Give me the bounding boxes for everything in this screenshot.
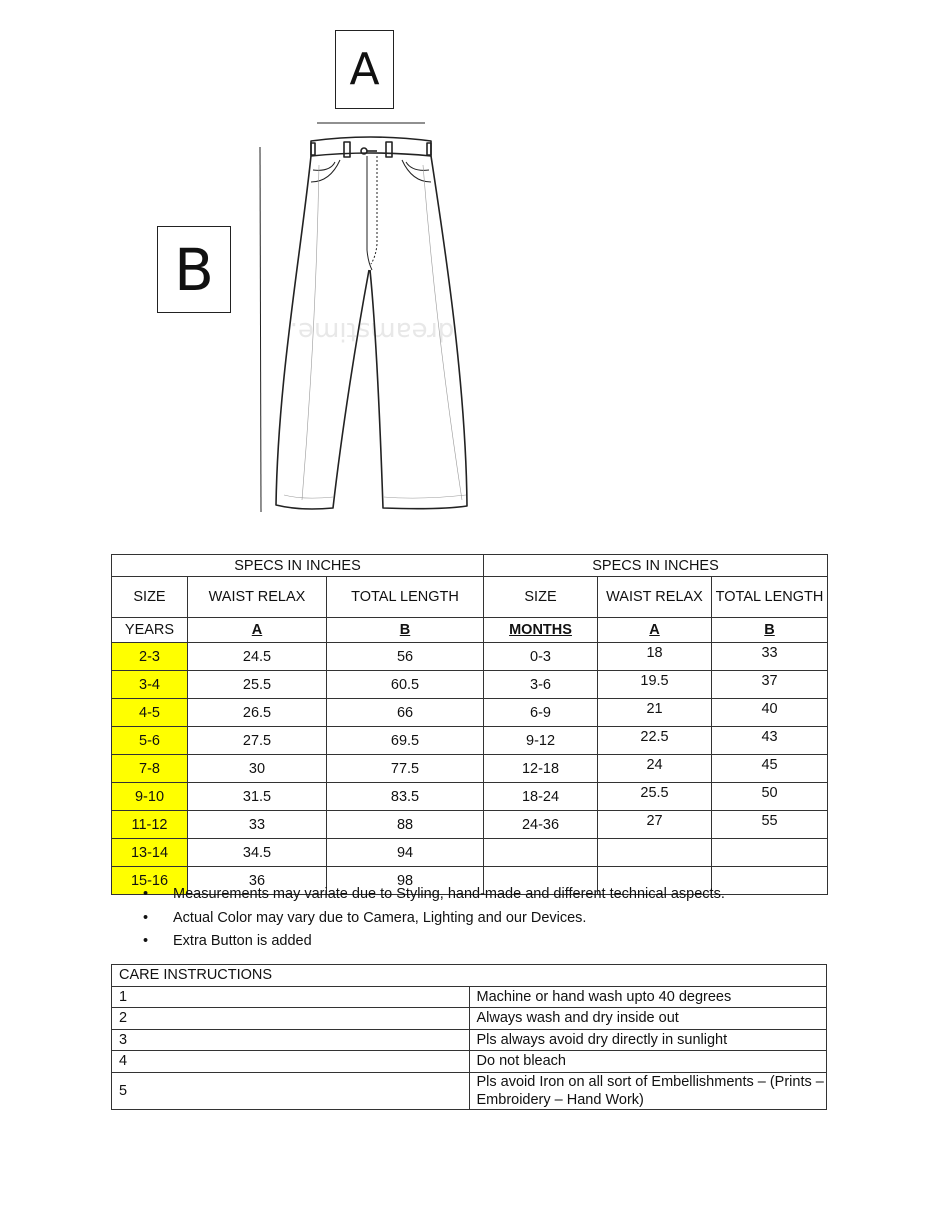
years-length-cell: 98 bbox=[327, 867, 484, 895]
dimension-label-b: B bbox=[157, 226, 231, 313]
spec-sub-row bbox=[112, 618, 828, 643]
measure-b: B bbox=[327, 618, 484, 643]
table-row bbox=[112, 671, 828, 699]
column-header: WAIST RELAX bbox=[598, 577, 712, 618]
length-measure-line bbox=[260, 147, 261, 512]
years-length-cell: 94 bbox=[327, 839, 484, 867]
years-length-cell: 56 bbox=[327, 643, 484, 671]
months-waist-cell: 19.5 bbox=[598, 671, 712, 699]
column-header: WAIST RELAX bbox=[188, 577, 327, 618]
column-header: SIZE bbox=[112, 577, 188, 618]
bullet-icon: • bbox=[143, 909, 149, 926]
months-length-cell: 40 bbox=[712, 699, 828, 727]
years-size-cell: 2-3 bbox=[112, 643, 188, 671]
note-item: • Extra Button is added bbox=[143, 933, 312, 949]
months-size-cell: 9-12 bbox=[484, 727, 598, 755]
care-title-row bbox=[112, 965, 827, 987]
measure-b: B bbox=[712, 618, 828, 643]
months-size-cell: 3-6 bbox=[484, 671, 598, 699]
years-size-cell: 11-12 bbox=[112, 811, 188, 839]
table-row bbox=[112, 783, 828, 811]
months-waist-cell: 21 bbox=[598, 699, 712, 727]
years-waist-cell: 25.5 bbox=[188, 671, 327, 699]
months-waist-cell: 22.5 bbox=[598, 727, 712, 755]
months-waist-cell: 27 bbox=[598, 811, 712, 839]
months-size-cell: 6-9 bbox=[484, 699, 598, 727]
years-waist-cell: 30 bbox=[188, 755, 327, 783]
years-length-cell: 69.5 bbox=[327, 727, 484, 755]
years-length-cell: 83.5 bbox=[327, 783, 484, 811]
years-length-cell: 66 bbox=[327, 699, 484, 727]
column-header: TOTAL LENGTH bbox=[712, 577, 828, 618]
table-row bbox=[112, 699, 828, 727]
months-size-cell bbox=[484, 839, 598, 867]
months-length-cell bbox=[712, 839, 828, 867]
unit-months: MONTHS bbox=[484, 618, 598, 643]
years-size-cell: 3-4 bbox=[112, 671, 188, 699]
column-header: SIZE bbox=[484, 577, 598, 618]
months-length-cell: 45 bbox=[712, 755, 828, 783]
spec-header-row bbox=[112, 555, 828, 577]
months-size-cell: 12-18 bbox=[484, 755, 598, 783]
months-waist-cell bbox=[598, 839, 712, 867]
years-waist-cell: 31.5 bbox=[188, 783, 327, 811]
watermark-text: dreamstime. bbox=[289, 316, 455, 346]
note-item: • Actual Color may vary due to Camera, Lighting and our Devices. bbox=[143, 909, 587, 926]
months-length-cell: 33 bbox=[712, 643, 828, 671]
years-size-cell: 15-16 bbox=[112, 867, 188, 895]
years-size-cell: 4-5 bbox=[112, 699, 188, 727]
years-size-cell: 13-14 bbox=[112, 839, 188, 867]
dimension-label-a: A bbox=[335, 30, 394, 109]
months-size-cell: 0-3 bbox=[484, 643, 598, 671]
pants-diagram bbox=[0, 0, 937, 545]
months-length-cell: 43 bbox=[712, 727, 828, 755]
size-spec-table bbox=[111, 554, 828, 895]
care-instructions-table bbox=[111, 964, 827, 1110]
table-row bbox=[112, 643, 828, 671]
care-title: CARE INSTRUCTIONS bbox=[112, 965, 827, 987]
years-length-cell: 60.5 bbox=[327, 671, 484, 699]
column-header: TOTAL LENGTH bbox=[327, 577, 484, 618]
table-row bbox=[112, 727, 828, 755]
years-size-cell: 5-6 bbox=[112, 727, 188, 755]
table-row bbox=[112, 839, 828, 867]
years-size-cell: 9-10 bbox=[112, 783, 188, 811]
months-waist-cell: 18 bbox=[598, 643, 712, 671]
table-row bbox=[112, 755, 828, 783]
months-spec-header: SPECS IN INCHES bbox=[484, 555, 828, 577]
years-size-cell: 7-8 bbox=[112, 755, 188, 783]
years-length-cell: 88 bbox=[327, 811, 484, 839]
years-waist-cell: 27.5 bbox=[188, 727, 327, 755]
months-length-cell: 55 bbox=[712, 811, 828, 839]
care-row: 2 Always wash and dry inside out bbox=[112, 1008, 827, 1030]
months-length-cell bbox=[712, 867, 828, 895]
years-spec-header: SPECS IN INCHES bbox=[112, 555, 484, 577]
years-waist-cell: 34.5 bbox=[188, 839, 327, 867]
unit-years: YEARS bbox=[112, 618, 188, 643]
months-waist-cell: 25.5 bbox=[598, 783, 712, 811]
care-row: 1 Machine or hand wash upto 40 degrees bbox=[112, 986, 827, 1008]
notes-list bbox=[143, 884, 725, 955]
bullet-icon: • bbox=[143, 886, 149, 902]
pants-illustration bbox=[0, 0, 937, 545]
measure-a: A bbox=[188, 618, 327, 643]
bullet-icon: • bbox=[143, 933, 149, 949]
years-length-cell: 77.5 bbox=[327, 755, 484, 783]
spec-column-row bbox=[112, 577, 828, 618]
years-waist-cell: 33 bbox=[188, 811, 327, 839]
care-row: 5 Pls avoid Iron on all sort of Embellishments – (Prints – Embroidery – Hand Work) bbox=[112, 1072, 827, 1109]
years-waist-cell: 36 bbox=[188, 867, 327, 895]
months-size-cell: 24-36 bbox=[484, 811, 598, 839]
note-item: • Measurements may variate due to Styling, hand-made and different technical aspects. bbox=[143, 886, 725, 902]
years-waist-cell: 26.5 bbox=[188, 699, 327, 727]
months-length-cell: 50 bbox=[712, 783, 828, 811]
years-waist-cell: 24.5 bbox=[188, 643, 327, 671]
care-row: 3 Pls always avoid dry directly in sunlight bbox=[112, 1029, 827, 1051]
table-row bbox=[112, 811, 828, 839]
months-length-cell: 37 bbox=[712, 671, 828, 699]
measure-a: A bbox=[598, 618, 712, 643]
months-waist-cell: 24 bbox=[598, 755, 712, 783]
care-row: 4 Do not bleach bbox=[112, 1051, 827, 1073]
months-size-cell: 18-24 bbox=[484, 783, 598, 811]
